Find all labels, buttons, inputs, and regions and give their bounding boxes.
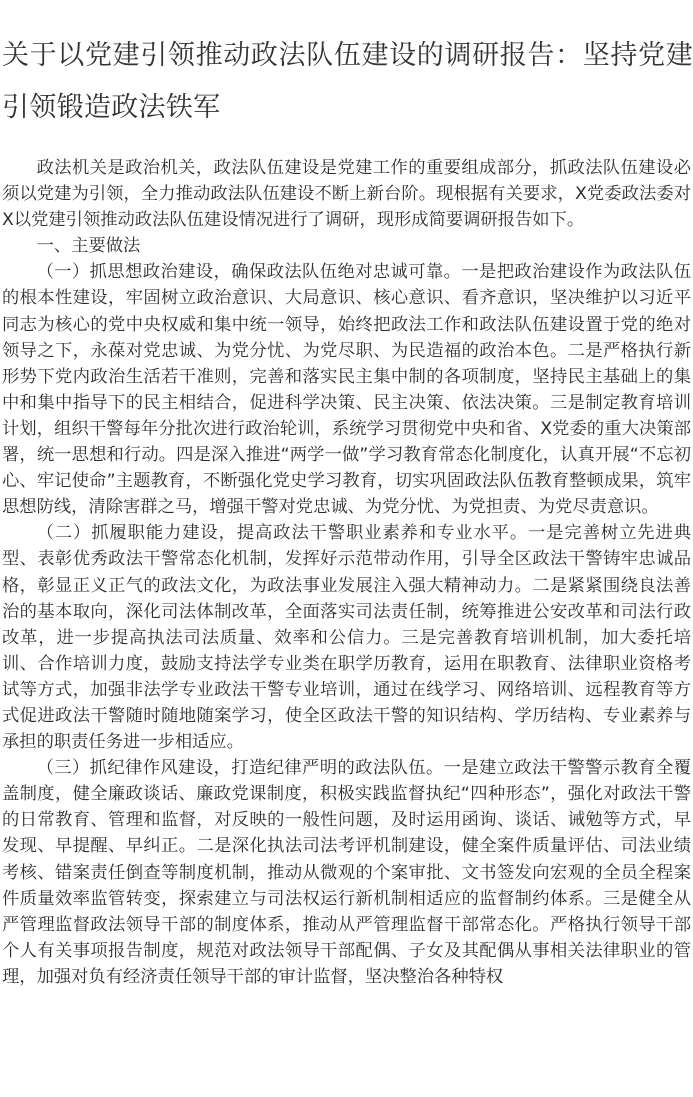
body-paragraph: （一）抓思想政治建设，确保政法队伍绝对忠诚可靠。一是把政治建设作为政法队伍的根本性建设，牢固树立政治意识、大局意识、核心意识、看齐意识，坚决维护以习近平同志为核心的党中央权威和集中统一领导，始终把政法工作和政法队伍建设置于党的绝对领导之下，永葆对党忠诚、为党分忧、为党尽职、为民造福的政治本色。二是严格执行新形势下党内政治生活若干准则，完善和落实民主集中制的各项制度，坚持民主基础上的集中和集中指导下的民主相结合，促进科学决策、民主决策、依法决策。三是制定教育培训计划，组织干警每年分批次进行政治轮训，系统学习贯彻党中央和省、X党委的重大决策部署，统一思想和行动。四是深入推进“两学一做”学习教育常态化制度化，认真开展“不忘初心、牢记使命”主题教育，不断强化党史学习教育，切实巩固政法队伍教育整顿成果，筑牢思想防线，清除害群之马，增强干警对党忠诚、为党分忧、为党担责、为党尽责意识。 [2, 262, 691, 518]
section-heading: 一、主要做法 [36, 236, 141, 257]
body-paragraph: （二）抓履职能力建设，提高政法干警职业素养和专业水平。一是完善树立先进典型、表彰优秀政法干警常态化机制，发挥好示范带动作用，引导全区政法干警铸牢忠诚品格，彰显正义正气的政法文化，为政法事业发展注入强大精神动力。二是紧紧围绕良法善治的基本取向，深化司法体制改革，全面落实司法责任制，统筹推进公安改革和司法行政改革，进一步提高执法司法质量、效率和公信力。三是完善教育培训机制，加大委托培训、合作培训力度，鼓励支持法学专业类在职学历教育，运用在职教育、法律职业资格考试等方式，加强非法学专业政法干警专业培训，通过在线学习、网络培训、远程教育等方式促进政法干警随时随地随案学习，使全区政法干警的知识结构、学历结构、专业素养与承担的职责任务进一步相适应。 [2, 523, 691, 753]
body-paragraph: （三）抓纪律作风建设，打造纪律严明的政法队伍。一是建立政法干警警示教育全覆盖制度，健全廉政谈话、廉政党课制度，积极实践监督执纪“四种形态”，强化对政法干警的日常教育、管理和监督，对反映的一般性问题，及时运用函询、谈话、诫勉等方式，早发现、早提醒、早纠正。二是深化执法司法考评机制建设，健全案件质量评估、司法业绩考核、错案责任倒查等制度机制，推动从微观的个案审批、文书签发向宏观的全员全程案件质量效率监管转变，探索建立与司法权运行新机制相适应的监督制约体系。三是健全从严管理监督政法领导干部的制度体系，推动从严管理监督干部常态化。严格执行领导干部个人有关事项报告制度，规范对政法领导干部配偶、子女及其配偶从事相关法律职业的管理，加强对负有经济责任领导干部的审计监督，坚决整治各种特权 [2, 758, 691, 987]
document-title: 关于以党建引领推动政法队伍建设的调研报告：坚持党建引领锻造政法铁军 [2, 40, 693, 123]
intro-paragraph: 政法机关是政治机关，政法队伍建设是党建工作的重要组成部分，抓政法队伍建设必须以党建为引领，全力推动政法队伍建设不断上新台阶。现根据有关要求，X党委政法委对X以党建引领推动政法队伍建设情况进行了调研，现形成简要调研报告如下。 [2, 158, 691, 231]
document-body [0, 134, 693, 990]
